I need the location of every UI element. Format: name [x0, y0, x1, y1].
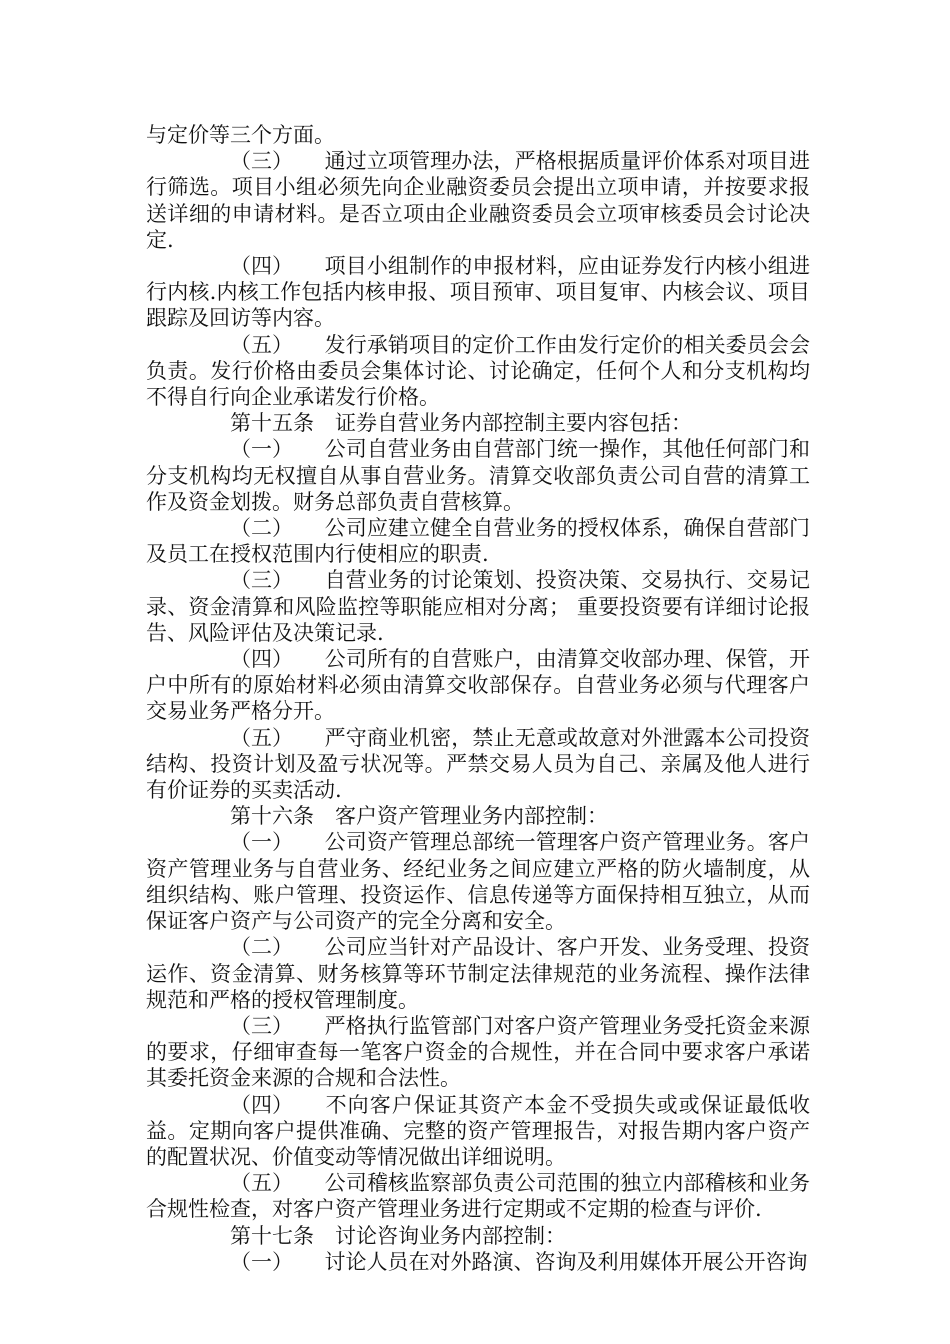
paragraph-text: 公司应当针对产品设计、客户开发、业务受理、投资运作、资金清算、财务核算等环节制定法律规范的业务流程、操作法律规范和严格的授权管理制度。: [146, 935, 810, 1012]
clause-marker: （二）: [230, 935, 293, 960]
clause-marker: （四）: [230, 254, 293, 279]
clause-1-research-consulting: [146, 1249, 810, 1275]
article-title: 讨论咨询业务内部控制：: [335, 1223, 566, 1248]
article-17-heading: [146, 1223, 810, 1249]
paragraph-continuation: [146, 122, 810, 148]
paragraph-text: 项目小组制作的申报材料，应由证券发行内核小组进行内核.内核工作包括内核申报、项目预审、项目复审、内核会议、项目跟踪及回访等内容。: [146, 254, 810, 331]
paragraph-text: 严守商业机密，禁止无意或故意对外泄露本公司投资结构、投资计划及盈亏状况等。严禁交易人员为自己、亲属及他人进行有价证券的买卖活动.: [146, 725, 810, 803]
clause-marker: （五）: [230, 1171, 293, 1196]
paragraph-text: 自营业务的讨论策划、投资决策、交易执行、交易记录、资金清算和风险监控等职能应相对分离； 重要投资要有详细讨论报告、风险评估及决策记录.: [146, 568, 810, 645]
clause-marker: （五）: [230, 332, 293, 357]
clause-marker: （一）: [230, 1249, 293, 1274]
paragraph-text: 公司自营业务由自营部门统一操作，其他任何部门和分支机构均无权擅自从事自营业务。清算交收部负责公司自营的清算工作及资金划拨。财务总部负责自营核算。: [146, 437, 810, 514]
paragraph-text: 与定价等三个方面。: [146, 123, 335, 147]
document-body: [146, 122, 810, 1275]
paragraph-text: 发行承销项目的定价工作由发行定价的相关委员会会负责。发行价格由委员会集体讨论、讨论确定，任何个人和分支机构均不得自行向企业承诺发行价格。: [146, 332, 810, 410]
article-title: 客户资产管理业务内部控制：: [335, 804, 608, 829]
clause-1-asset-management: [146, 829, 810, 934]
clause-marker: （五）: [230, 725, 293, 750]
article-16-heading: [146, 803, 810, 829]
paragraph-text: 严格执行监管部门对客户资产管理业务受托资金来源的要求，仔细审查每一笔客户资金的合规性，并在合同中要求客户承诺其委托资金来源的合规和合法性。: [146, 1013, 810, 1091]
clause-5-pricing: [146, 332, 810, 411]
clause-marker: （二）: [230, 516, 293, 541]
clause-marker: （一）: [230, 830, 293, 855]
clause-marker: （三）: [230, 149, 293, 174]
clause-1-proprietary-operation: [146, 436, 810, 515]
clause-3-function-separation: [146, 567, 810, 646]
clause-3-project-approval: [146, 148, 810, 253]
paragraph-text: 讨论人员在对外路演、咨询及利用媒体开展公开咨询: [324, 1249, 808, 1274]
clause-2-business-process: [146, 934, 810, 1013]
clause-3-fund-source: [146, 1013, 810, 1092]
paragraph-text: 不向客户保证其资产本金不受损失或或保证最低收益。定期向客户提供准确、完整的资产管理报告，对报告期内客户资产的配置状况、价值变动等情况做出详细说明。: [146, 1092, 810, 1169]
clause-2-authorization-system: [146, 515, 810, 567]
article-title: 证券自营业务内部控制主要内容包括：: [335, 411, 692, 436]
clause-marker: （三）: [230, 568, 293, 593]
article-15-heading: [146, 410, 810, 436]
paragraph-text: 公司资产管理总部统一管理客户资产管理业务。客户资产管理业务与自营业务、经纪业务之间应建立严格的防火墙制度，从组织结构、账户管理、投资运作、信息传递等方面保持相互独立，从而保证客户资产与公司资产的完全分离和安全。: [146, 830, 810, 934]
clause-5-audit: [146, 1170, 810, 1222]
clause-marker: （一）: [230, 437, 293, 462]
article-number: 第十五条: [230, 411, 314, 436]
paragraph-text: 公司稽核监察部负责公司范围的独立内部稽核和业务合规性检查，对客户资产管理业务进行定期或不定期的检查与评价.: [146, 1171, 810, 1222]
article-number: 第十六条: [230, 804, 314, 829]
clause-4-no-guarantee: [146, 1092, 810, 1171]
paragraph-text: 通过立项管理办法，严格根据质量评价体系对项目进行筛选。项目小组必须先向企业融资委员会提出立项申请，并按要求报送详细的申请材料。是否立项由企业融资委员会立项审核委员会讨论决定.: [146, 149, 810, 252]
clause-4-accounts: [146, 646, 810, 725]
article-number: 第十七条: [230, 1223, 314, 1248]
clause-4-internal-review: [146, 253, 810, 332]
clause-marker: （四）: [230, 647, 293, 672]
clause-marker: （四）: [230, 1092, 293, 1117]
clause-marker: （三）: [230, 1013, 293, 1038]
clause-5-confidentiality: [146, 725, 810, 804]
paragraph-text: 公司所有的自营账户，由清算交收部办理、保管，开户中所有的原始材料必须由清算交收部保存。自营业务必须与代理客户交易业务严格分开。: [146, 647, 810, 724]
paragraph-text: 公司应建立健全自营业务的授权体系，确保自营部门及员工在授权范围内行使相应的职责.: [146, 516, 810, 567]
